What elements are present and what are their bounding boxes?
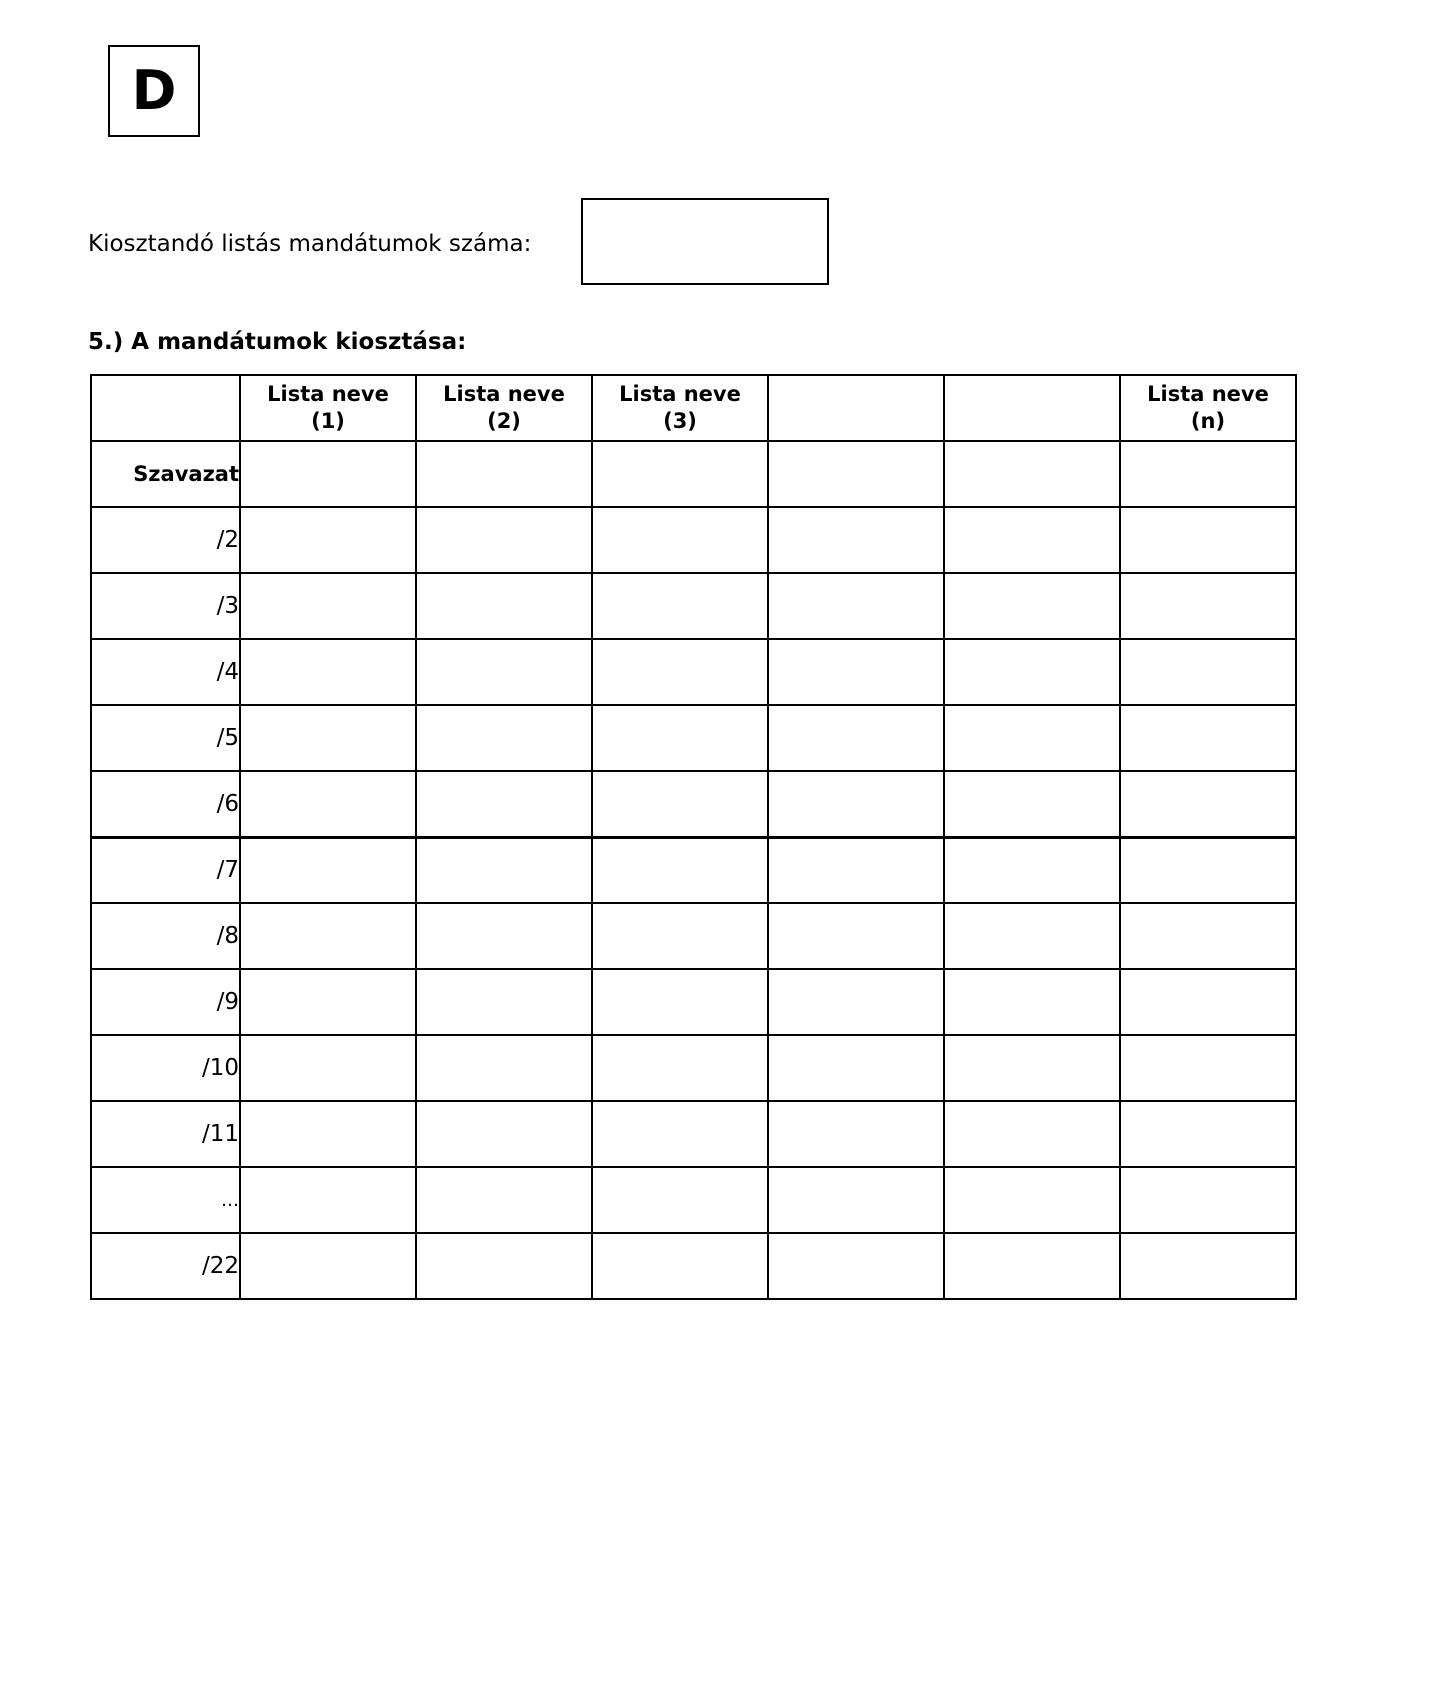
column-header-1 (240, 375, 416, 441)
entry-cell[interactable] (1120, 573, 1296, 639)
column-header-3 (592, 375, 768, 441)
entry-cell[interactable] (768, 1035, 944, 1101)
table-row (91, 837, 1296, 903)
entry-cell[interactable] (944, 507, 1120, 573)
entry-cell[interactable] (944, 837, 1120, 903)
column-header-index: (1) (311, 409, 345, 433)
column-header-6 (1120, 375, 1296, 441)
form-letter-box (108, 45, 200, 137)
entry-cell[interactable] (944, 1035, 1120, 1101)
entry-cell[interactable] (416, 771, 592, 837)
column-header-5 (944, 375, 1120, 441)
entry-cell[interactable] (240, 903, 416, 969)
entry-cell[interactable] (768, 969, 944, 1035)
column-header-title: Lista neve (443, 382, 565, 406)
table-header-row (91, 375, 1296, 441)
entry-cell[interactable] (1120, 1167, 1296, 1233)
entry-cell[interactable] (592, 1035, 768, 1101)
entry-cell[interactable] (1120, 903, 1296, 969)
row-label: /2 (91, 507, 240, 573)
entry-cell[interactable] (592, 969, 768, 1035)
entry-cell[interactable] (416, 1167, 592, 1233)
entry-cell[interactable] (240, 639, 416, 705)
entry-cell[interactable] (768, 639, 944, 705)
entry-cell[interactable] (592, 441, 768, 507)
table-row (91, 507, 1296, 573)
entry-cell[interactable] (944, 573, 1120, 639)
entry-cell[interactable] (240, 573, 416, 639)
entry-cell[interactable] (592, 1233, 768, 1299)
section-title: 5.) A mandátumok kiosztása: (88, 329, 467, 355)
entry-cell[interactable] (1120, 1035, 1296, 1101)
entry-cell[interactable] (416, 639, 592, 705)
table-row (91, 1167, 1296, 1233)
entry-cell[interactable] (240, 837, 416, 903)
entry-cell[interactable] (416, 441, 592, 507)
entry-cell[interactable] (768, 771, 944, 837)
row-label: /9 (91, 969, 240, 1035)
entry-cell[interactable] (768, 1233, 944, 1299)
row-label: /6 (91, 771, 240, 837)
row-label: /5 (91, 705, 240, 771)
entry-cell[interactable] (944, 903, 1120, 969)
table-row (91, 771, 1296, 837)
table-row (91, 1101, 1296, 1167)
column-header-index: (n) (1190, 409, 1226, 433)
entry-cell[interactable] (416, 837, 592, 903)
seat-count-field[interactable] (581, 198, 829, 285)
row-label: Szavazat (91, 441, 240, 507)
entry-cell[interactable] (592, 771, 768, 837)
row-label: /22 (91, 1233, 240, 1299)
table-row (91, 639, 1296, 705)
column-header-title: Lista neve (267, 382, 389, 406)
entry-cell[interactable] (416, 1233, 592, 1299)
entry-cell[interactable] (592, 837, 768, 903)
table-row (91, 441, 1296, 507)
column-header-4 (768, 375, 944, 441)
entry-cell[interactable] (416, 1035, 592, 1101)
column-header-title: Lista neve (619, 382, 741, 406)
entry-cell[interactable] (1120, 1101, 1296, 1167)
table-row (91, 969, 1296, 1035)
entry-cell[interactable] (592, 1167, 768, 1233)
entry-cell[interactable] (768, 573, 944, 639)
entry-cell[interactable] (240, 1035, 416, 1101)
entry-cell[interactable] (592, 507, 768, 573)
column-header-index: (2) (487, 409, 521, 433)
entry-cell[interactable] (240, 1233, 416, 1299)
table-row (91, 1233, 1296, 1299)
row-label: /11 (91, 1101, 240, 1167)
entry-cell[interactable] (768, 705, 944, 771)
entry-cell[interactable] (416, 507, 592, 573)
table-body (91, 441, 1296, 1299)
entry-cell[interactable] (416, 1101, 592, 1167)
entry-cell[interactable] (768, 507, 944, 573)
row-label: /3 (91, 573, 240, 639)
entry-cell[interactable] (768, 441, 944, 507)
entry-cell[interactable] (1120, 441, 1296, 507)
entry-cell[interactable] (1120, 705, 1296, 771)
entry-cell[interactable] (1120, 969, 1296, 1035)
row-label: /10 (91, 1035, 240, 1101)
entry-cell[interactable] (416, 903, 592, 969)
entry-cell[interactable] (592, 639, 768, 705)
corner-cell (91, 375, 240, 441)
entry-cell[interactable] (944, 1101, 1120, 1167)
row-label: /7 (91, 837, 240, 903)
table-row (91, 903, 1296, 969)
table-row (91, 1035, 1296, 1101)
entry-cell[interactable] (240, 1167, 416, 1233)
seat-count-label: Kiosztandó listás mandátumok száma: (88, 231, 532, 257)
entry-cell[interactable] (592, 1101, 768, 1167)
entry-cell[interactable] (416, 969, 592, 1035)
entry-cell[interactable] (240, 705, 416, 771)
entry-cell[interactable] (1120, 639, 1296, 705)
entry-cell[interactable] (240, 771, 416, 837)
entry-cell[interactable] (944, 1233, 1120, 1299)
entry-cell[interactable] (240, 507, 416, 573)
entry-cell[interactable] (1120, 507, 1296, 573)
entry-cell[interactable] (240, 1101, 416, 1167)
entry-cell[interactable] (944, 969, 1120, 1035)
entry-cell[interactable] (1120, 837, 1296, 903)
row-label: /4 (91, 639, 240, 705)
table-row (91, 573, 1296, 639)
entry-cell[interactable] (944, 1167, 1120, 1233)
entry-cell[interactable] (768, 837, 944, 903)
entry-cell[interactable] (944, 705, 1120, 771)
row-label: … (91, 1167, 240, 1233)
entry-cell[interactable] (592, 705, 768, 771)
entry-cell[interactable] (240, 441, 416, 507)
table-row (91, 705, 1296, 771)
column-header-index: (3) (663, 409, 697, 433)
entry-cell[interactable] (1120, 1233, 1296, 1299)
entry-cell[interactable] (944, 639, 1120, 705)
entry-cell[interactable] (944, 771, 1120, 837)
allocation-table (90, 374, 1297, 1300)
entry-cell[interactable] (416, 573, 592, 639)
entry-cell[interactable] (592, 903, 768, 969)
column-header-title: Lista neve (1147, 382, 1269, 406)
row-label: /8 (91, 903, 240, 969)
column-header-2 (416, 375, 592, 441)
entry-cell[interactable] (944, 441, 1120, 507)
entry-cell[interactable] (768, 1101, 944, 1167)
entry-cell[interactable] (768, 1167, 944, 1233)
entry-cell[interactable] (1120, 771, 1296, 837)
entry-cell[interactable] (416, 705, 592, 771)
form-letter: D (131, 59, 177, 122)
entry-cell[interactable] (240, 969, 416, 1035)
entry-cell[interactable] (768, 903, 944, 969)
entry-cell[interactable] (592, 573, 768, 639)
